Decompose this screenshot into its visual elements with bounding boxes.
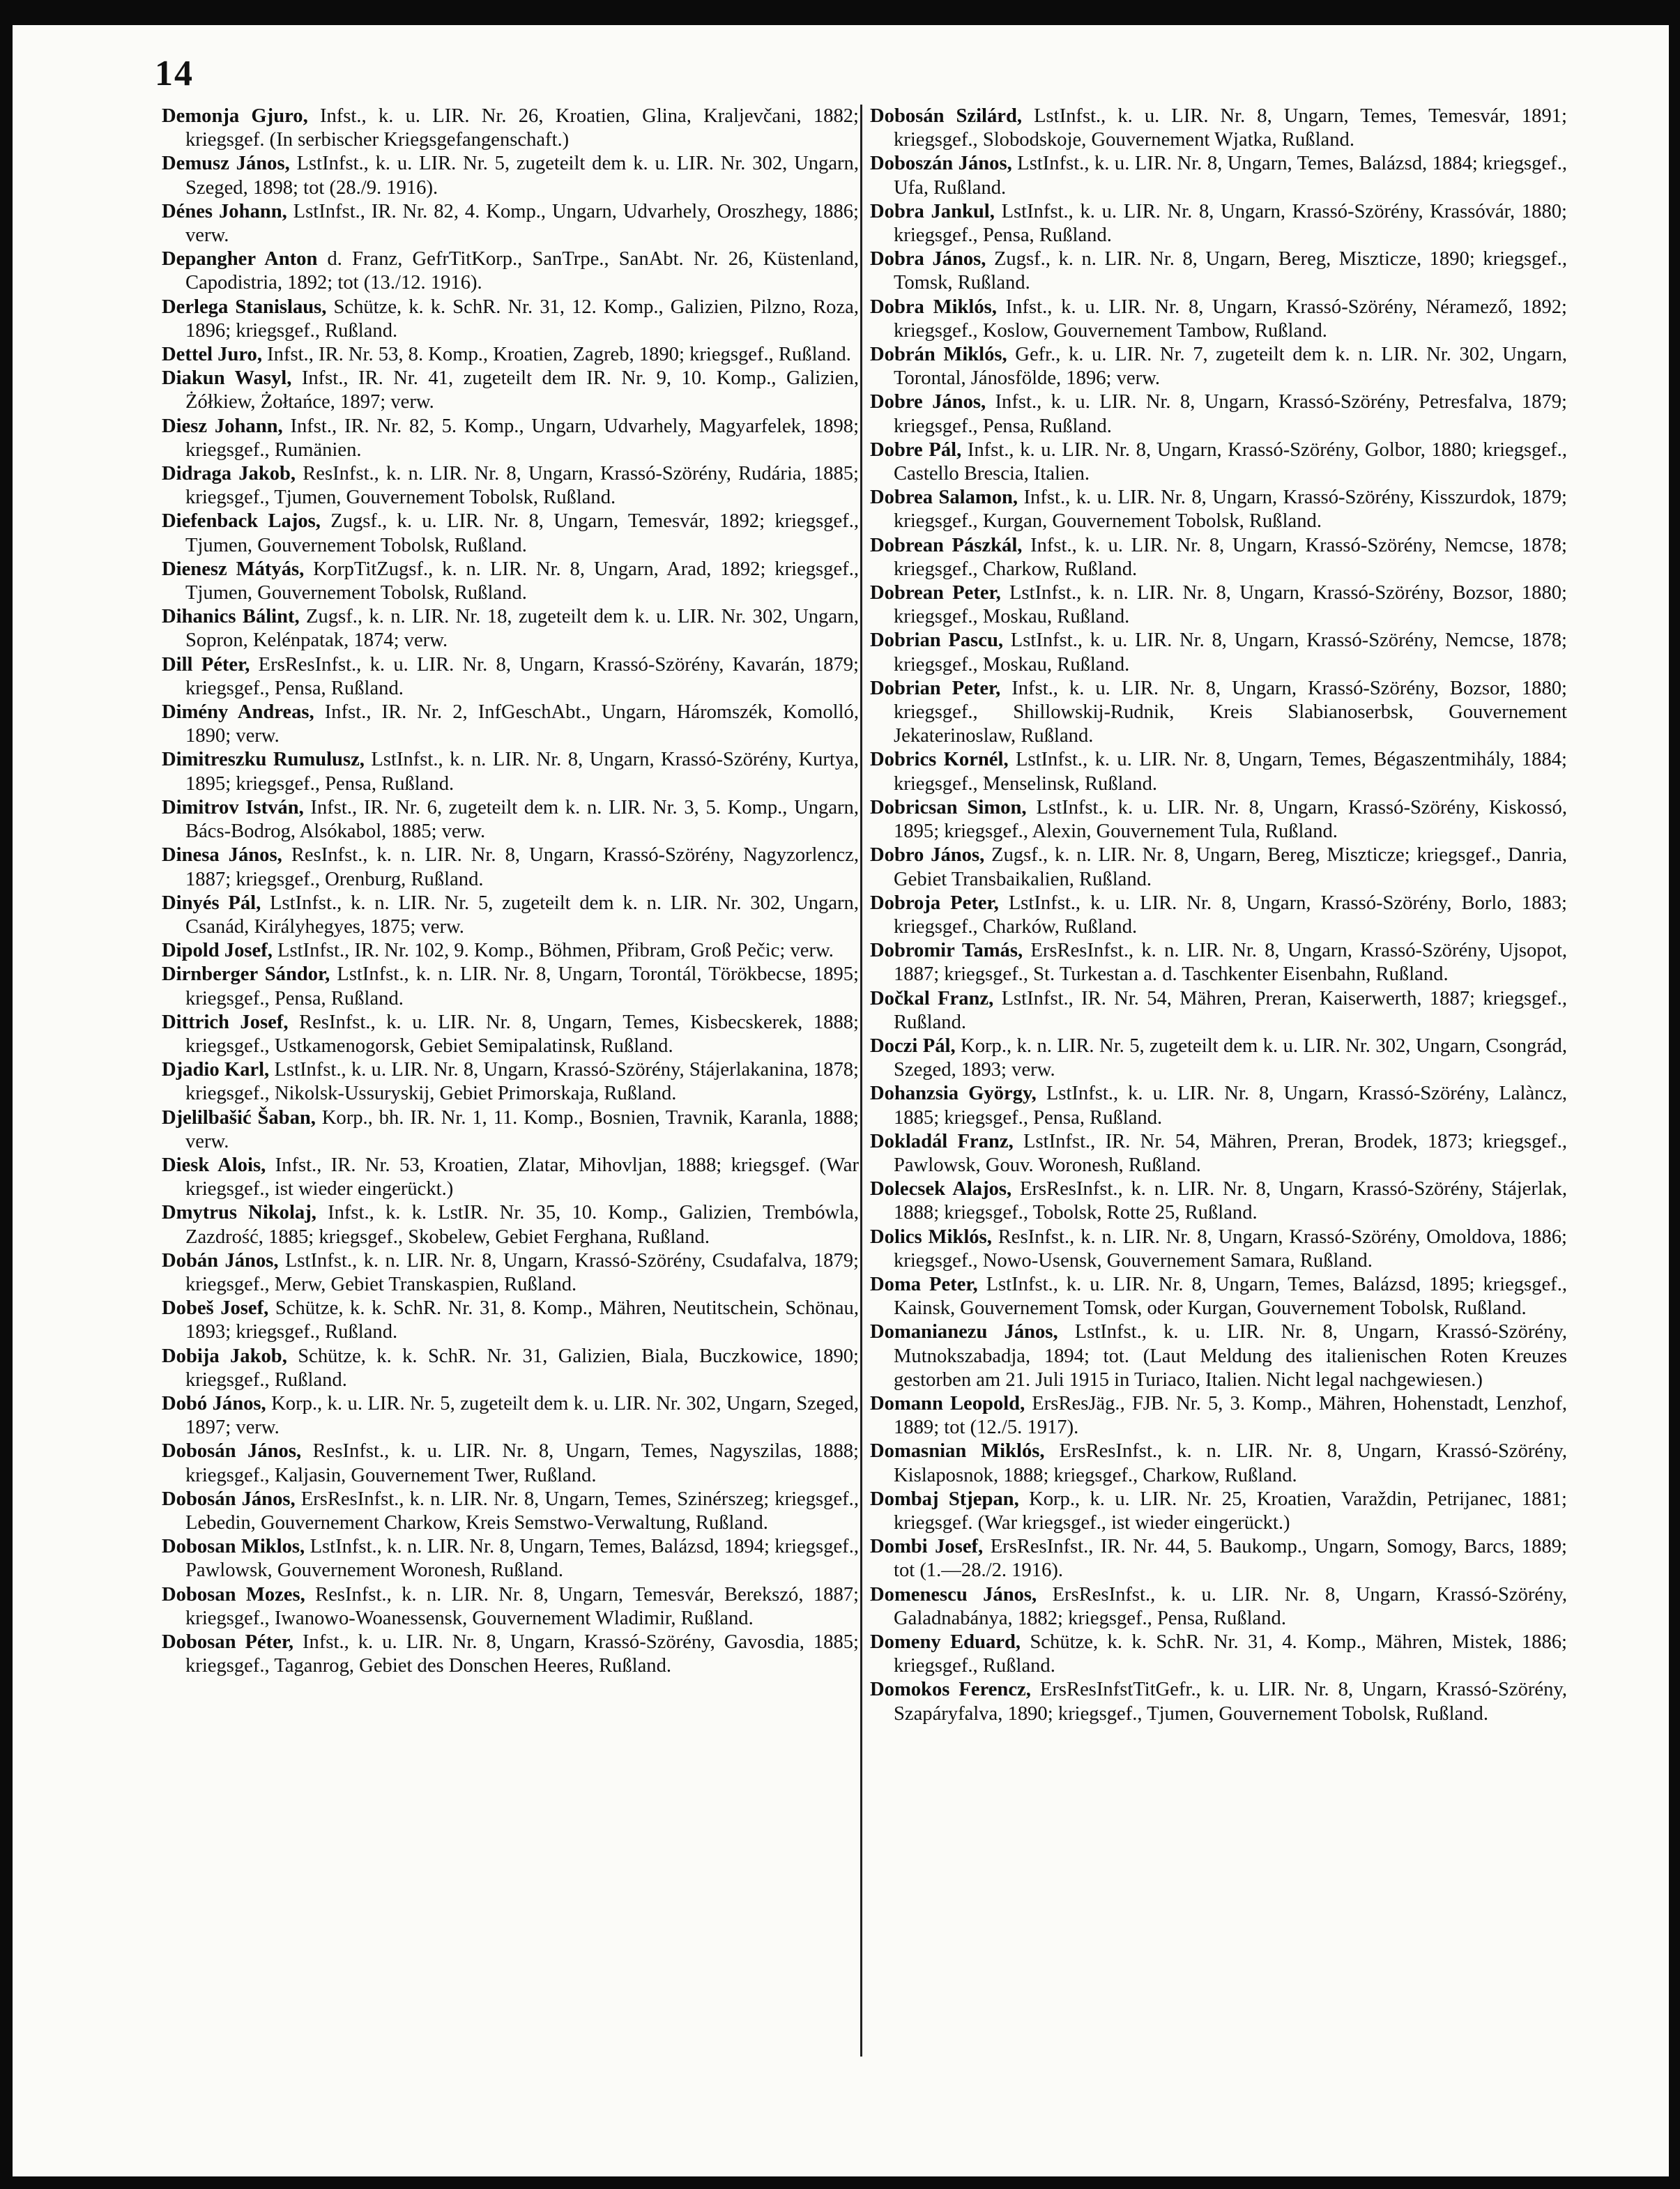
entry-details: Zugsf., k. n. LIR. Nr. 8, Ungarn, Bereg, Miszticze, 1890; kriegsgef., Tomsk, Rußland. xyxy=(894,248,1567,294)
list-entry xyxy=(870,1488,1567,1535)
entry-details: Schütze, k. k. SchR. Nr. 31, 12. Komp., Galizien, Pilzno, Roza, 1896; kriegsgef., Rußland. xyxy=(185,296,859,342)
list-entry xyxy=(162,1154,859,1201)
list-entry xyxy=(162,963,859,1010)
entry-name: Didraga Jakob, xyxy=(162,463,296,485)
list-entry xyxy=(162,200,859,247)
list-entry xyxy=(870,247,1567,295)
entry-details: ResInfst., k. n. LIR. Nr. 8, Ungarn, Krassó-Szörény, Rudária, 1885; kriegsgef., Tjumen, Gouvernement Tobolsk, Rußland. xyxy=(185,463,859,509)
entry-name: Diesk Alois, xyxy=(162,1154,266,1176)
list-entry xyxy=(162,462,859,510)
entry-name: Dobosán János, xyxy=(162,1440,302,1463)
list-entry xyxy=(162,415,859,462)
list-entry xyxy=(162,367,859,414)
entry-details: LstInfst., k. n. LIR. Nr. 8, Ungarn, Torontál, Törökbecse, 1895; kriegsgef., Pensa, Rußland. xyxy=(185,963,859,1009)
entry-details: LstInfst., k. u. LIR. Nr. 8, Ungarn, Krassó-Szörény, Kiskossó, 1895; kriegsgef., Alexin, Gouvernement Tula, Rußland. xyxy=(894,796,1567,843)
entry-name: Dinesa János, xyxy=(162,844,282,867)
entry-details: Infst., k. u. LIR. Nr. 26, Kroatien, Glina, Kraljevčani, 1882; kriegsgef. (In serbischer Kriegsgefangenschaft.) xyxy=(185,105,859,151)
entry-name: Dobra Miklós, xyxy=(870,296,997,318)
entry-details: LstInfst., k. n. LIR. Nr. 8, Ungarn, Krassó-Szörény, Bozsor, 1880; kriegsgef., Moskau, Rußland. xyxy=(894,582,1567,628)
entry-details: LstInfst., k. u. LIR. Nr. 8, Ungarn, Krassó-Szörény, Krassóvár, 1880; kriegsgef., Pensa, Rußland. xyxy=(894,200,1567,247)
entry-details: ResInfst., k. u. LIR. Nr. 8, Ungarn, Temes, Nagyszilas, 1888; kriegsgef., Kaljasin, Gouvernement Twer, Rußland. xyxy=(185,1440,859,1486)
entry-name: Dobosan Mozes, xyxy=(162,1583,305,1605)
entry-name: Dombi Josef, xyxy=(870,1536,984,1558)
entry-name: Dénes Johann, xyxy=(162,200,287,222)
entry-details: Zugsf., k. u. LIR. Nr. 8, Ungarn, Temesvár, 1892; kriegsgef., Tjumen, Gouvernement Tobolsk, Rußland. xyxy=(185,510,860,556)
entry-name: Domeny Eduard, xyxy=(870,1631,1021,1653)
entry-details: LstInfst., k. u. LIR. Nr. 8, Ungarn, Krassó-Szörény, Lalàncz, 1885; kriegsgef., Pensa, Rußland. xyxy=(894,1083,1567,1129)
list-entry xyxy=(162,1201,859,1249)
entry-name: Dobrean Pászkál, xyxy=(870,534,1023,556)
list-entry xyxy=(162,1583,859,1631)
entry-name: Dirnberger Sándor, xyxy=(162,963,330,986)
entry-details: LstInfst., IR. Nr. 54, Mähren, Preran, Brodek, 1873; kriegsgef., Pawlowsk, Gouv. Woronesh, Rußland. xyxy=(894,1130,1567,1176)
entry-details: Infst., IR. Nr. 53, Kroatien, Zlatar, Mihovljan, 1888; kriegsgef. (War kriegsgef., ist wieder eingerückt.) xyxy=(185,1154,859,1200)
entry-name: Diefenback Lajos, xyxy=(162,510,321,533)
list-entry xyxy=(162,343,859,367)
entry-name: Dimitreszku Rumulusz, xyxy=(162,749,365,771)
list-entry xyxy=(870,486,1567,533)
entry-details: Schütze, k. k. SchR. Nr. 31, Galizien, Biala, Buczkowice, 1890; kriegsgef., Rußland. xyxy=(185,1345,860,1391)
list-entry xyxy=(870,343,1567,390)
list-entry xyxy=(162,1011,859,1058)
entry-name: Dinyés Pál, xyxy=(162,892,261,914)
entry-details: Infst., k. k. LstIR. Nr. 35, 10. Komp., Galizien, Trembówla, Zazdrość, 1885; kriegsgef., Skobelew, Gebiet Ferghana, Rußland. xyxy=(185,1202,859,1248)
list-entry xyxy=(870,796,1567,844)
list-entry xyxy=(162,1631,859,1678)
list-entry xyxy=(162,558,859,605)
entry-details: LstInfst., k. u. LIR. Nr. 5, zugeteilt dem k. u. LIR. Nr. 302, Ungarn, Szeged, 1898; tot (28./9. 1916). xyxy=(185,153,859,199)
entry-name: Dobroja Peter, xyxy=(870,892,999,914)
entry-details: Gefr., k. u. LIR. Nr. 7, zugeteilt dem k. n. LIR. Nr. 302, Ungarn, Torontal, Jánosfölde, 1896; verw. xyxy=(894,344,1567,390)
list-entry xyxy=(162,247,859,295)
list-entry xyxy=(162,844,859,891)
list-entry xyxy=(870,296,1567,343)
page-number: 14 xyxy=(155,54,194,93)
list-entry xyxy=(870,152,1567,199)
list-entry xyxy=(162,892,859,939)
entry-name: Depangher Anton xyxy=(162,248,318,270)
list-entry xyxy=(162,1535,859,1582)
list-entry xyxy=(870,939,1567,986)
entry-name: Dobro János, xyxy=(870,844,985,867)
entry-details: Korp., k. u. LIR. Nr. 5, zugeteilt dem k. u. LIR. Nr. 302, Ungarn, Szeged, 1897; verw. xyxy=(185,1392,859,1439)
entry-details: ErsResInfst., k. n. LIR. Nr. 8, Ungarn, Krassó-Szörény, Ujsopot, 1887; kriegsgef., St. Turkestan a. d. Taschkenter Eisenbahn, Rußland. xyxy=(894,940,1567,986)
entry-details: Infst., k. u. LIR. Nr. 8, Ungarn, Krassó-Szörény, Néramező, 1892; kriegsgef., Koslow, Gouvernement Tambow, Rußland. xyxy=(894,296,1567,342)
list-entry xyxy=(162,296,859,343)
list-entry xyxy=(870,987,1567,1035)
entry-name: Demonja Gjuro, xyxy=(162,105,308,127)
entry-name: Dobrean Peter, xyxy=(870,582,1001,604)
entry-details: d. Franz, GefrTitKorp., SanTrpe., SanAbt. Nr. 26, Küstenland, Capodistria, 1892; tot (13./12. 1916). xyxy=(185,248,859,294)
entry-name: Dobija Jakob, xyxy=(162,1345,287,1367)
entry-name: Diakun Wasyl, xyxy=(162,367,292,390)
entry-details: Infst., k. u. LIR. Nr. 8, Ungarn, Krassó-Szörény, Kisszurdok, 1879; kriegsgef., Kurgan, Gouvernement Tobolsk, Rußland. xyxy=(894,487,1567,533)
list-entry xyxy=(162,605,859,653)
entry-details: ErsResInfstTitGefr., k. u. LIR. Nr. 8, Ungarn, Krassó-Szörény, Szapáryfalva, 1890; kriegsgef., Tjumen, Gouvernement Tobolsk, Rußland. xyxy=(894,1679,1567,1725)
entry-name: Dobrea Salamon, xyxy=(870,487,1018,509)
entry-name: Dobeš Josef, xyxy=(162,1297,269,1320)
list-entry xyxy=(162,1488,859,1535)
list-entry xyxy=(870,1678,1567,1725)
entry-details: ResInfst., k. n. LIR. Nr. 8, Ungarn, Krassó-Szörény, Omoldova, 1886; kriegsgef., Nowo-Usensk, Gouvernement Samara, Rußland. xyxy=(894,1226,1567,1272)
list-entry xyxy=(870,438,1567,486)
entry-details: LstInfst., k. u. LIR. Nr. 8, Ungarn, Krassó-Szörény, Borlo, 1883; kriegsgef., Charków, Rußland. xyxy=(894,892,1568,938)
entry-details: ErsResInfst., k. n. LIR. Nr. 8, Ungarn, Krassó-Szörény, Stájerlak, 1888; kriegsgef., Tobolsk, Rotte 25, Rußland. xyxy=(894,1178,1567,1224)
entry-details: LstInfst., k. u. LIR. Nr. 8, Ungarn, Krassó-Szörény, Nemcse, 1878; kriegsgef., Moskau, Rußland. xyxy=(894,630,1568,676)
list-entry xyxy=(162,748,859,795)
entry-details: ErsResInfst., IR. Nr. 44, 5. Baukomp., Ungarn, Somogy, Barcs, 1889; tot (1.—28./2. 1916). xyxy=(894,1536,1567,1582)
entry-details: Schütze, k. k. SchR. Nr. 31, 8. Komp., Mähren, Neutitschein, Schönau, 1893; kriegsgef., Rußland. xyxy=(185,1297,859,1343)
entry-details: LstInfst., k. n. LIR. Nr. 5, zugeteilt dem k. n. LIR. Nr. 302, Ungarn, Csanád, Királyhegyes, 1875; verw. xyxy=(185,892,859,938)
entry-details: ErsResInfst., k. n. LIR. Nr. 8, Ungarn, Temes, Szinérszeg; kriegsgef., Lebedin, Gouvernement Charkow, Kreis Semstwo-Verwaltung, Rußland. xyxy=(185,1488,859,1534)
list-entry xyxy=(870,1320,1567,1392)
entry-details: LstInfst., k. u. LIR. Nr. 8, Ungarn, Temes, Bégaszentmihály, 1884; kriegsgef., Menselinsk, Rußland. xyxy=(894,749,1567,795)
list-entry xyxy=(162,152,859,199)
entry-name: Dobra János, xyxy=(870,248,986,270)
list-entry xyxy=(162,1297,859,1344)
entry-details: LstInfst., IR. Nr. 82, 4. Komp., Ungarn, Udvarhely, Oroszhegy, 1886; verw. xyxy=(185,200,859,247)
entry-details: Infst., k. u. LIR. Nr. 8, Ungarn, Krassó-Szörény, Nemcse, 1878; kriegsgef., Charkow, Rußland. xyxy=(894,534,1568,580)
entry-name: Dettel Juro, xyxy=(162,344,262,366)
list-entry xyxy=(870,1392,1567,1440)
list-entry xyxy=(870,200,1567,247)
entry-details: LstInfst., k. u. LIR. Nr. 8, Ungarn, Temes, Balázsd, 1884; kriegsgef., Ufa, Rußland. xyxy=(894,153,1567,199)
entry-name: Dimény Andreas, xyxy=(162,701,314,724)
list-entry xyxy=(870,581,1567,629)
entry-name: Doczi Pál, xyxy=(870,1035,956,1057)
list-entry xyxy=(870,1177,1567,1225)
entry-name: Doboszán János, xyxy=(870,153,1012,175)
entry-name: Dobán János, xyxy=(162,1249,279,1272)
entry-name: Demusz János, xyxy=(162,153,290,175)
entry-details: Infst., IR. Nr. 82, 5. Komp., Ungarn, Udvarhely, Magyarfelek, 1898; kriegsgef., Rumänien. xyxy=(185,415,860,461)
entry-name: Dobrics Kornél, xyxy=(870,749,1009,771)
list-entry xyxy=(870,105,1567,152)
entry-name: Doma Peter, xyxy=(870,1273,978,1295)
list-entry xyxy=(870,534,1567,581)
entry-name: Diesz Johann, xyxy=(162,415,283,437)
list-entry xyxy=(870,748,1567,795)
entry-name: Dočkal Franz, xyxy=(870,987,994,1009)
entry-details: Infst., IR. Nr. 53, 8. Komp., Kroatien, Zagreb, 1890; kriegsgef., Rußland. xyxy=(262,344,851,366)
entry-name: Dmytrus Nikolaj, xyxy=(162,1202,316,1224)
list-entry xyxy=(162,1249,859,1297)
entry-details: LstInfst., k. n. LIR. Nr. 8, Ungarn, Krassó-Szörény, Csudafalva, 1879; kriegsgef., Merw, Gebiet Transkaspien, Rußland. xyxy=(185,1249,859,1295)
entry-name: Dobrán Miklós, xyxy=(870,344,1007,366)
list-entry xyxy=(162,653,859,701)
list-entry xyxy=(870,1226,1567,1273)
entry-name: Dobosan Péter, xyxy=(162,1631,294,1653)
entry-name: Dobre János, xyxy=(870,391,986,413)
entry-details: Schütze, k. k. SchR. Nr. 31, 4. Komp., Mähren, Mistek, 1886; kriegsgef., Rußland. xyxy=(894,1631,1567,1677)
entry-name: Dobre Pál, xyxy=(870,438,962,461)
entry-details: LstInfst., k. n. LIR. Nr. 8, Ungarn, Krassó-Szörény, Kurtya, 1895; kriegsgef., Pensa, Rußland. xyxy=(185,749,859,795)
list-entry xyxy=(870,390,1567,438)
entry-details: Korp., k. u. LIR. Nr. 25, Kroatien, Varaždin, Petrijanec, 1881; kriegsgef. (War kriegsgef., ist wieder eingerückt.) xyxy=(894,1488,1567,1534)
entry-details: ResInfst., k. u. LIR. Nr. 8, Ungarn, Temes, Kisbecskerek, 1888; kriegsgef., Ustkamenogorsk, Gebiet Semipalatinsk, Rußland. xyxy=(185,1011,859,1057)
list-entry xyxy=(162,796,859,844)
entry-details: LstInfst., k. u. LIR. Nr. 8, Ungarn, Temes, Temesvár, 1891; kriegsgef., Slobodskoje, Gouvernement Wjatka, Rußland. xyxy=(894,105,1567,151)
entry-details: LstInfst., k. u. LIR. Nr. 8, Ungarn, Krassó-Szörény, Mutnokszabadja, 1894; tot. (Laut Meldung des italienischen Roten Kreuzes gestorben am 21. Juli 1915 in Turiaco, Italien. Nicht legal nachgewiesen.) xyxy=(894,1321,1567,1391)
entry-details: LstInfst., k. n. LIR. Nr. 8, Ungarn, Temes, Balázsd, 1894; kriegsgef., Pawlowsk, Gouvernement Woronesh, Rußland. xyxy=(185,1536,859,1582)
entry-details: Infst., k. u. LIR. Nr. 8, Ungarn, Krassó-Szörény, Bozsor, 1880; kriegsgef., Shillowskij-Rudnik, Kreis Slabianoserbsk, Gouvernement Jekaterinoslaw, Rußland. xyxy=(894,677,1567,747)
entry-details: Infst., IR. Nr. 6, zugeteilt dem k. n. LIR. Nr. 3, 5. Komp., Ungarn, Bács-Bodrog, Alsókabol, 1885; verw. xyxy=(185,796,859,843)
list-entry xyxy=(870,892,1567,939)
list-entry xyxy=(870,1631,1567,1678)
entry-name: Domanianezu János, xyxy=(870,1321,1058,1343)
list-entry xyxy=(162,701,859,748)
entry-name: Dittrich Josef, xyxy=(162,1011,289,1033)
entry-name: Domokos Ferencz, xyxy=(870,1679,1031,1701)
entry-name: Dill Péter, xyxy=(162,653,250,676)
entry-name: Djelilbašić Šaban, xyxy=(162,1106,316,1129)
entry-details: Korp., k. n. LIR. Nr. 5, zugeteilt dem k. u. LIR. Nr. 302, Ungarn, Csongrád, Szeged, 1893; verw. xyxy=(894,1035,1568,1081)
entry-name: Djadio Karl, xyxy=(162,1059,270,1081)
entry-name: Dobosan Miklos, xyxy=(162,1536,305,1558)
entry-details: ErsResInfst., k. u. LIR. Nr. 8, Ungarn, Krassó-Szörény, Kavarán, 1879; kriegsgef., Pensa, Rußland. xyxy=(185,653,859,699)
entry-details: LstInfst., k. u. LIR. Nr. 8, Ungarn, Krassó-Szörény, Stájerlakanina, 1878; kriegsgef., Nikolsk-Ussuryskij, Gebiet Primorskaja, Rußland. xyxy=(185,1059,859,1105)
entry-details: ErsResInfst., k. u. LIR. Nr. 8, Ungarn, Krassó-Szörény, Galadnabánya, 1882; kriegsgef., Pensa, Rußland. xyxy=(894,1583,1567,1629)
list-entry xyxy=(162,939,859,963)
list-entry xyxy=(870,1535,1567,1582)
entry-name: Dobrian Pascu, xyxy=(870,630,1004,652)
list-entry xyxy=(870,1273,1567,1320)
entry-name: Dipold Josef, xyxy=(162,940,273,962)
entry-details: ResInfst., k. n. LIR. Nr. 8, Ungarn, Krassó-Szörény, Nagyzorlencz, 1887; kriegsgef., Orenburg, Rußland. xyxy=(185,844,859,890)
entry-details: Infst., k. u. LIR. Nr. 8, Ungarn, Krassó-Szörény, Golbor, 1880; kriegsgef., Castello Brescia, Italien. xyxy=(894,438,1567,485)
entry-name: Dobrian Peter, xyxy=(870,677,1001,699)
entry-details: LstInfst., k. u. LIR. Nr. 8, Ungarn, Temes, Balázsd, 1895; kriegsgef., Kainsk, Gouvernement Tomsk, oder Kurgan, Gouvernement Tobolsk, Rußland. xyxy=(894,1273,1568,1320)
entry-name: Derlega Stanislaus, xyxy=(162,296,327,318)
entry-details: Zugsf., k. n. LIR. Nr. 8, Ungarn, Bereg, Miszticze; kriegsgef., Danria, Gebiet Transbaikalien, Rußland. xyxy=(894,844,1567,890)
entry-name: Dokladál Franz, xyxy=(870,1130,1014,1152)
entry-name: Dienesz Mátyás, xyxy=(162,558,305,580)
list-entry xyxy=(162,510,859,557)
list-entry xyxy=(870,1035,1567,1082)
entry-name: Dolics Miklós, xyxy=(870,1226,992,1248)
entry-details: Korp., bh. IR. Nr. 1, 11. Komp., Bosnien, Travnik, Karanla, 1888; verw. xyxy=(185,1106,859,1152)
list-entry xyxy=(870,629,1567,676)
entry-details: ResInfst., k. n. LIR. Nr. 8, Ungarn, Temesvár, Berekszó, 1887; kriegsgef., Iwanowo-Woanessensk, Gouvernement Wladimir, Rußland. xyxy=(185,1583,859,1629)
entry-details: ErsResJäg., FJB. Nr. 5, 3. Komp., Mähren, Hohenstadt, Lenzhof, 1889; tot (12./5. 1917). xyxy=(894,1392,1567,1439)
list-entry xyxy=(870,1130,1567,1177)
list-entry xyxy=(162,1345,859,1392)
list-entry xyxy=(162,1058,859,1106)
entry-details: KorpTitZugsf., k. n. LIR. Nr. 8, Ungarn, Arad, 1892; kriegsgef., Tjumen, Gouvernement Tobolsk, Rußland. xyxy=(185,558,859,604)
list-entry xyxy=(162,1106,859,1154)
entry-name: Dombaj Stjepan, xyxy=(870,1488,1019,1510)
entry-details: Zugsf., k. n. LIR. Nr. 18, zugeteilt dem k. u. LIR. Nr. 302, Ungarn, Sopron, Kelénpatak, 1874; verw. xyxy=(185,606,860,652)
entry-name: Dobosán János, xyxy=(162,1488,296,1510)
list-entry xyxy=(162,1392,859,1440)
entry-name: Domann Leopold, xyxy=(870,1392,1025,1414)
entry-name: Dobricsan Simon, xyxy=(870,796,1027,818)
entry-name: Domasnian Miklós, xyxy=(870,1440,1045,1463)
list-entry xyxy=(870,1082,1567,1129)
entry-details: Infst., IR. Nr. 2, InfGeschAbt., Ungarn, Háromszék, Komolló, 1890; verw. xyxy=(185,701,859,747)
entry-name: Dohanzsia György, xyxy=(870,1083,1037,1105)
entry-name: Dimitrov István, xyxy=(162,796,304,818)
entry-name: Dobó János, xyxy=(162,1392,266,1414)
entry-name: Dobromir Tamás, xyxy=(870,940,1023,962)
entry-details: ErsResInfst., k. n. LIR. Nr. 8, Ungarn, Krassó-Szörény, Kislaposnok, 1888; kriegsgef., Charkow, Rußland. xyxy=(894,1440,1567,1486)
entry-details: Infst., IR. Nr. 41, zugeteilt dem IR. Nr. 9, 10. Komp., Galizien, Żółkiew, Żołtańce, 1897; verw. xyxy=(185,367,859,413)
list-entry xyxy=(870,677,1567,749)
right-column xyxy=(870,105,1567,1726)
list-entry xyxy=(162,1440,859,1487)
list-entry xyxy=(162,105,859,152)
entry-details: LstInfst., IR. Nr. 102, 9. Komp., Böhmen, Přibram, Groß Pečic; verw. xyxy=(272,940,834,962)
entry-name: Dihanics Bálint, xyxy=(162,606,300,628)
list-entry xyxy=(870,1440,1567,1487)
entry-details: Infst., k. u. LIR. Nr. 8, Ungarn, Krassó-Szörény, Petresfalva, 1879; kriegsgef., Pensa, Rußland. xyxy=(894,391,1567,437)
entry-details: LstInfst., IR. Nr. 54, Mähren, Preran, Kaiserwerth, 1887; kriegsgef., Rußland. xyxy=(894,987,1567,1033)
entry-name: Domenescu János, xyxy=(870,1583,1037,1605)
entry-name: Dobra Jankul, xyxy=(870,200,995,222)
entry-details: Infst., k. u. LIR. Nr. 8, Ungarn, Krassó-Szörény, Gavosdia, 1885; kriegsgef., Taganrog, Gebiet des Donschen Heeres, Rußland. xyxy=(185,1631,859,1677)
list-entry xyxy=(870,1583,1567,1631)
left-column xyxy=(162,105,859,1678)
entry-name: Dobosán Szilárd, xyxy=(870,105,1023,127)
entry-name: Dolecsek Alajos, xyxy=(870,1178,1012,1200)
list-entry xyxy=(870,844,1567,891)
column-divider xyxy=(860,105,862,2057)
